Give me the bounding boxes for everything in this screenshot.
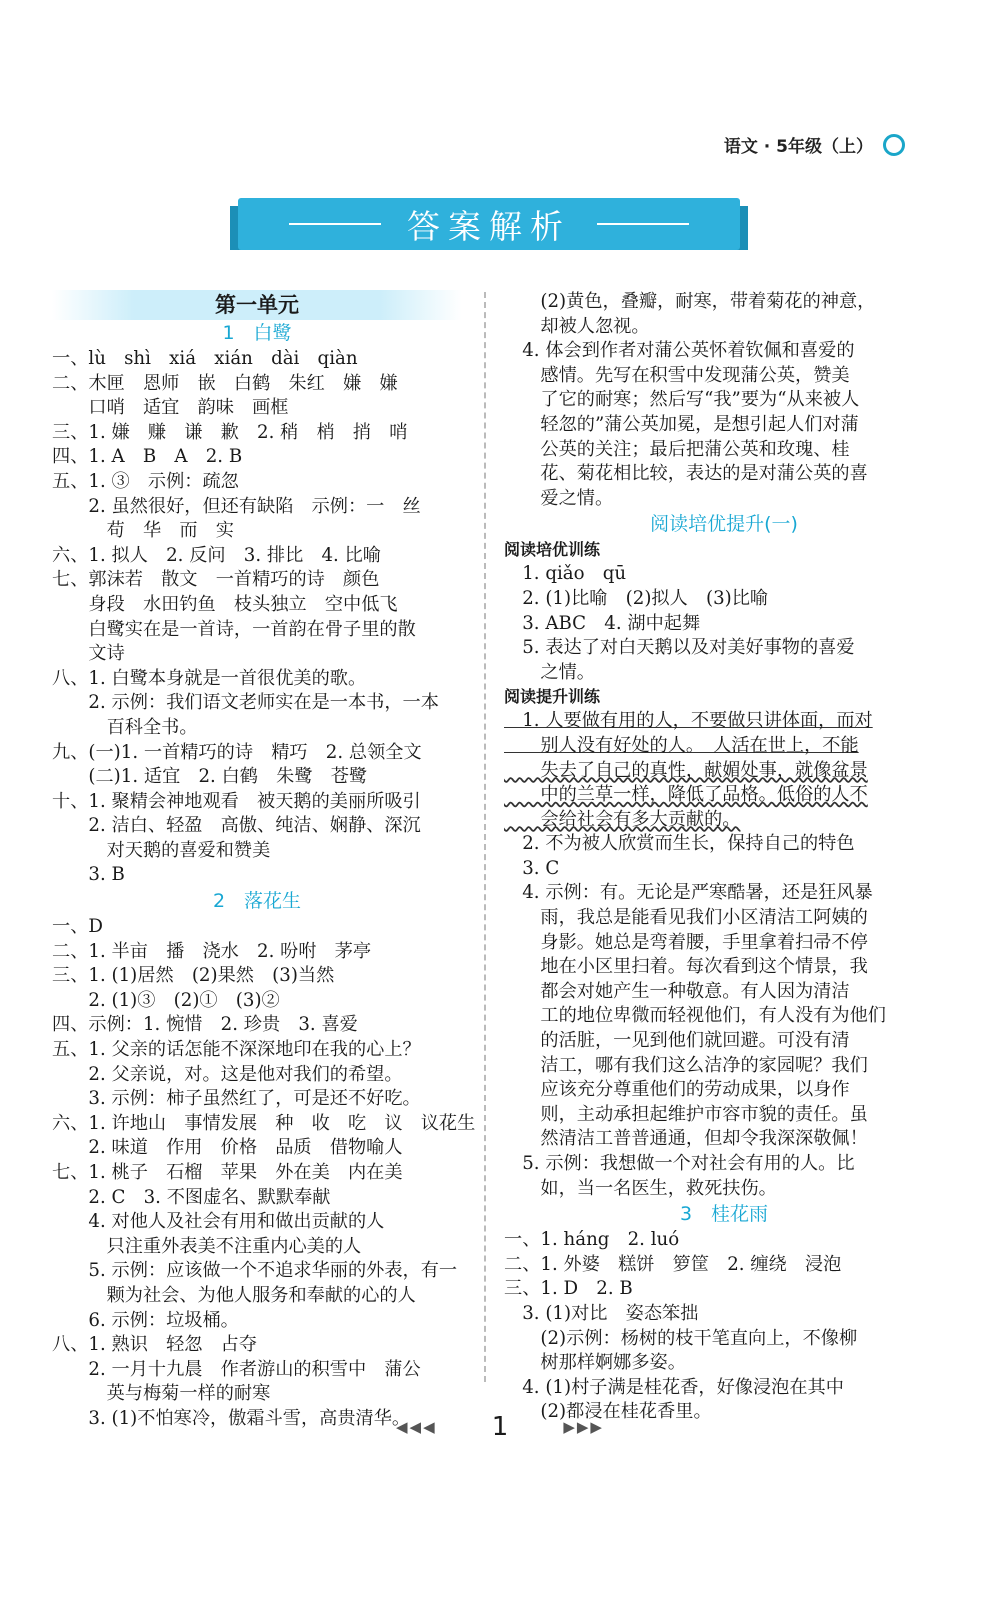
answer-line: 都会对她产生一种敬意。有人因为清洁 — [504, 980, 850, 1002]
answer-line: 感情。先写在积雪中发现蒲公英，赞美 — [504, 364, 850, 386]
next-arrows-icon: ▶▶▶ — [563, 1418, 604, 1436]
answer-line: 2. 虽然很好，但还有缺陷 示例：一 丝 — [52, 495, 421, 517]
answer-line: 只注重外表美不注重内心美的人 — [52, 1235, 362, 1257]
answer-line: 3. ABC 4. 湖中起舞 — [504, 612, 701, 634]
section-heading: 1 白鹭 — [222, 322, 292, 344]
answer-line: 四、示例：1. 惋惜 2. 珍贵 3. 喜爱 — [52, 1014, 358, 1036]
answer-line: 4. 对他人及社会有用和做出贡献的人 — [52, 1211, 385, 1233]
answer-line: 白鹭实在是一首诗，一首韵在骨子里的散 — [52, 618, 416, 640]
subsection-heading: 阅读培优训练 — [504, 540, 601, 560]
section-heading: 2 落花生 — [212, 890, 302, 913]
banner-line-left — [289, 223, 381, 225]
answer-line: 5. 表达了对白天鹅以及对美好事物的喜爱 — [504, 637, 855, 659]
left-column — [52, 290, 476, 1432]
answer-line: 2. 一月十九晨 作者游山的积雪中 蒲公 — [52, 1358, 421, 1380]
column-divider — [484, 292, 486, 1382]
answer-line: 工的地位卑微而轻视他们，有人没有为他们 — [504, 1005, 886, 1027]
answer-line-underlined: 别人没有好处的人。 人活在世上，不能 — [504, 734, 859, 756]
answer-line: 的活脏，一见到他们就回避。可没有清 — [504, 1030, 850, 1052]
page-footer — [0, 1412, 1000, 1442]
page-number: 1 — [491, 1412, 509, 1442]
answer-line: (二)1. 适宜 2. 白鹤 朱鹭 苍鹭 — [52, 766, 368, 788]
answer-line: 二、1. 半亩 播 浇水 2. 吩咐 茅亭 — [52, 940, 372, 962]
answer-line: 轻忽的”蒲公英加冕，是想引起人们对蒲 — [504, 413, 859, 435]
answer-line: 百科全书。 — [52, 716, 198, 738]
answer-line: 3. (1)不怕寒冷，傲霜斗雪，高贵清华。 — [52, 1407, 411, 1429]
answer-line: 颗为社会、为他人服务和奉献的心的人 — [52, 1284, 416, 1306]
answer-line-wavy: 失去了自己的真性，献媚处事，就像盆景 — [504, 759, 868, 781]
answer-line: 一、D — [52, 916, 103, 938]
answer-line: 花、菊花相比较，表达的是对蒲公英的喜 — [504, 463, 868, 485]
answer-line: 2. (1)③ (2)① (3)② — [52, 989, 280, 1011]
answer-line: 一、lù shì xiá xián dài qiàn — [52, 348, 358, 369]
answer-line: 洁工，哪有我们这么洁净的家园呢？我们 — [504, 1054, 868, 1076]
answer-line: 二、木匣 恩师 嵌 白鹤 朱红 嫌 嫌 — [52, 372, 398, 394]
answer-line: 一、1. háng 2. luó — [504, 1229, 680, 1251]
answer-line: 爱之情。 — [504, 487, 614, 509]
answer-line: 却被人忽视。 — [504, 315, 650, 337]
subsection-heading: 阅读提升训练 — [504, 687, 601, 707]
answer-line: 身段 水田钓鱼 枝头独立 空中低飞 — [52, 593, 398, 615]
answer-line: 七、1. 桃子 石榴 苹果 外在美 内在美 — [52, 1162, 403, 1183]
answer-line: 三、1. D 2. B — [504, 1278, 633, 1300]
answer-line: 5. 示例：我想做一个对社会有用的人。比 — [504, 1153, 855, 1174]
answer-line: 雨，我总是能看见我们小区清洁工阿姨的 — [504, 907, 868, 929]
answer-line: 如，当一名医生，救死扶伤。 — [504, 1177, 777, 1199]
subject-label: 语文 · 5年级（上） — [723, 137, 873, 157]
answer-line: 1. qiǎo qū — [504, 563, 627, 585]
answer-line: 苟 华 而 实 — [52, 520, 234, 542]
right-column — [504, 290, 944, 1425]
answer-line: 三、1. 嫌 赚 谦 歉 2. 稍 梢 捎 哨 — [52, 421, 408, 443]
answer-line: 四、1. A B A 2. B — [52, 446, 243, 468]
answer-line: 三、1. (1)居然 (2)果然 (3)当然 — [52, 965, 335, 987]
answer-line: 3. (1)对比 姿态笨拙 — [504, 1302, 699, 1324]
answer-line: 口哨 适宜 韵味 画框 — [52, 397, 289, 419]
answer-line: 3. B — [52, 864, 125, 886]
answer-line: 了它的耐寒；然后写“我”要为“从来被人 — [504, 389, 860, 411]
answer-line: 五、1. ③ 示例：疏忽 — [52, 470, 239, 492]
page-header — [724, 132, 905, 157]
title-banner — [238, 198, 740, 250]
answer-line: 2. 不为被人欣赏而生长，保持自己的特色 — [504, 833, 855, 855]
answer-line: 2. 味道 作用 价格 品质 借物喻人 — [52, 1137, 403, 1159]
answer-line: 3. C — [504, 857, 560, 879]
prev-arrows-icon: ◀◀◀ — [396, 1418, 437, 1436]
answer-line: (2)都浸在桂花香里。 — [504, 1401, 712, 1423]
answer-line: 地在小区里扫着。每次看到这个情景，我 — [504, 956, 868, 978]
answer-line: 4. (1)村子满是桂花香，好像浸泡在其中 — [504, 1376, 844, 1398]
page-title: 答案解析 — [407, 206, 571, 246]
answer-line: 十、1. 聚精会神地观看 被天鹅的美丽所吸引 — [52, 790, 421, 812]
answer-line: (2)黄色，叠瓣，耐寒，带着菊花的神意， — [504, 291, 876, 312]
answer-line: 5. 示例：应该做一个不追求华丽的外表，有一 — [52, 1260, 458, 1282]
answer-line: (2)示例：杨树的枝干笔直向上，不像柳 — [504, 1327, 858, 1349]
answer-line: 八、1. 白鹭本身就是一首很优美的歌。 — [52, 667, 367, 689]
answer-line: 3. 示例：柿子虽然红了，可是还不好吃。 — [52, 1088, 421, 1110]
answer-line: 英与梅菊一样的耐寒 — [52, 1383, 271, 1405]
book-icon — [883, 134, 905, 156]
answer-line: 则，主动承担起维护市容市貌的责任。虽 — [504, 1103, 868, 1125]
answer-line: 九、(一)1. 一首精巧的诗 精巧 2. 总领全文 — [52, 741, 422, 763]
section-heading: 阅读培优提升(一) — [650, 513, 798, 536]
section-heading: 3 桂花雨 — [679, 1203, 769, 1226]
answer-line: 树那样婀娜多姿。 — [504, 1352, 686, 1374]
answer-line: 4. 体会到作者对蒲公英怀着钦佩和喜爱的 — [504, 340, 855, 362]
answer-line: 6. 示例：垃圾桶。 — [52, 1309, 239, 1331]
answer-line: 六、1. 许地山 事情发展 种 收 吃 议 议花生 — [52, 1112, 476, 1134]
answer-line: 2. 示例：我们语文老师实在是一本书，一本 — [52, 692, 439, 714]
banner-line-right — [597, 223, 689, 225]
answer-line-wavy: 中的兰草一样，降低了品格。低俗的人不 — [504, 784, 868, 806]
answer-line: 八、1. 熟识 轻忽 占夺 — [52, 1334, 258, 1356]
answer-line: 2. C 3. 不图虚名、默默奉献 — [52, 1186, 331, 1208]
answer-line: 之情。 — [504, 661, 595, 683]
answer-line: 二、1. 外婆 糕饼 箩筐 2. 缠绕 浸泡 — [504, 1253, 842, 1275]
answer-line: 应该充分尊重他们的劳动成果，以身作 — [504, 1079, 850, 1101]
answer-line-underlined: 1. 人要做有用的人，不要做只讲体面，而对 — [504, 710, 873, 732]
answer-line: 五、1. 父亲的话怎能不深深地印在我的心上？ — [52, 1039, 421, 1061]
answer-line: 文诗 — [52, 643, 125, 665]
answer-line: 七、郭沫若 散文 一首精巧的诗 颜色 — [52, 569, 380, 591]
answer-line: 2. (1)比喻 (2)拟人 (3)比喻 — [504, 587, 769, 609]
answer-line: 身影。她总是弯着腰，手里拿着扫帚不停 — [504, 931, 868, 953]
answer-line: 2. 父亲说，对。这是他对我们的希望。 — [52, 1063, 403, 1085]
answer-line-wavy: 会给社会有多大贡献的。 — [504, 808, 741, 830]
answer-line: 对天鹅的喜爱和赞美 — [52, 839, 271, 861]
answer-line: 六、1. 拟人 2. 反问 3. 排比 4. 比喻 — [52, 544, 381, 566]
unit-heading: 第一单元 — [52, 290, 462, 320]
answer-line: 公英的关注；最后把蒲公英和玫瑰、桂 — [504, 438, 850, 460]
answer-line: 2. 洁白、轻盈 高傲、纯洁、娴静、深沉 — [52, 815, 421, 837]
answer-line: 然清洁工普普通通，但却令我深深敬佩！ — [504, 1128, 868, 1150]
answer-line: 4. 示例：有。无论是严寒酷暑，还是狂风暴 — [504, 882, 873, 904]
